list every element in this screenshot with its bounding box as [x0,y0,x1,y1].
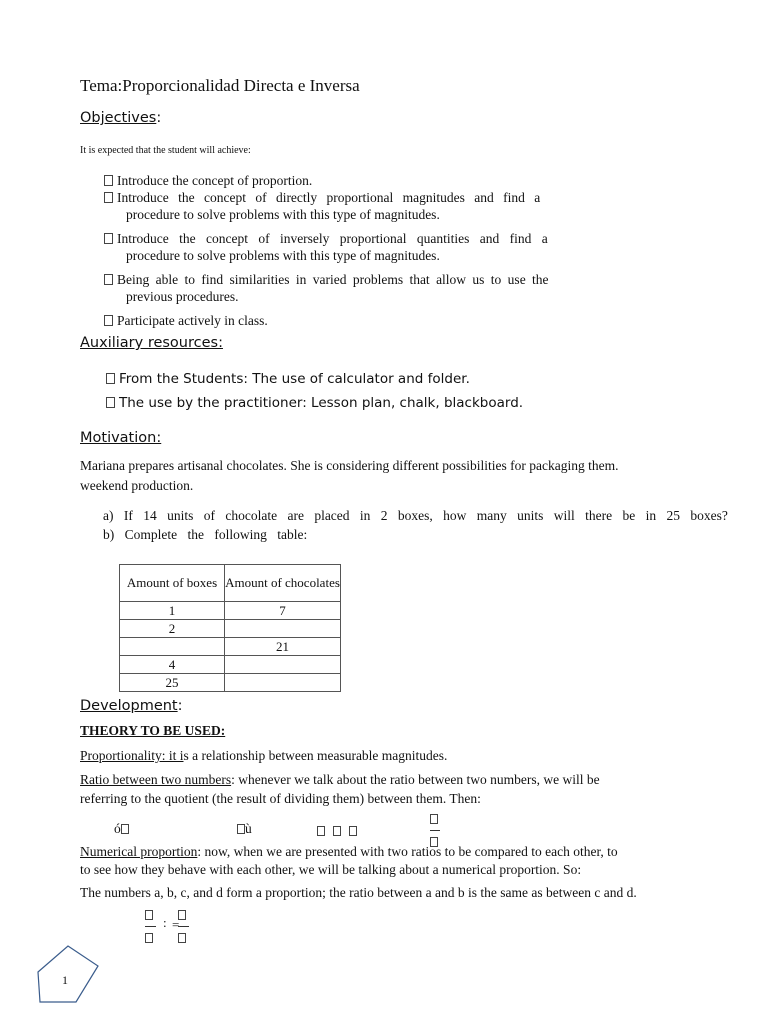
boxes-chocolates-table [119,564,341,692]
table-row: 4 [120,656,341,674]
page-number: 1 [62,973,68,987]
missing-glyph-icon [145,933,153,943]
missing-glyph-icon [333,826,341,836]
objective-item-1: Introduce the concept of proportion. [104,172,624,189]
formula-placeholder-group [317,822,357,840]
theory-heading: THEORY TO BE USED: [80,723,226,738]
missing-glyph-icon [349,826,357,836]
numerical-proportion-line-2: to see how they behave with each other, we will be talking about a numerical proportion. So: [80,862,582,877]
motivation-line-1: Mariana prepares artisanal chocolates. She is considering different possibilities for packaging them. [80,458,619,473]
question-a: a) If 14 units of chocolate are placed in 2 boxes, how many units will there be in 25 boxes? [103,508,728,523]
table-row: 2 [120,620,341,638]
table-row: 1 7 [120,602,341,620]
formula-placeholder: ó [114,819,129,838]
auxiliary-item-2: The use by the practitioner: Lesson plan, chalk, blackboard. [106,395,523,411]
fraction-c-d [178,906,190,947]
objective-item-4: Being able to find similarities in varied problems that allow us to use the previous procedures. [104,271,624,305]
numbers-proportion-line: The numbers a, b, c, and d form a proportion; the ratio between a and b is the same as between c and d. [80,885,637,900]
missing-glyph-icon [178,910,186,920]
bullet-box-icon [104,315,113,326]
proportion-equals: = [172,917,180,932]
development-heading: Development: [80,698,183,714]
missing-glyph-icon [317,826,325,836]
table-row: 21 [120,638,341,656]
missing-glyph-icon [237,824,245,834]
bullet-box-icon [104,274,113,285]
table-row: 25 [120,674,341,692]
objectives-heading: Objectives: [80,110,162,126]
ratio-definition-line-2: referring to the quotient (the result of dividing them) between them. Then: [80,791,481,806]
bullet-box-icon [104,175,113,186]
motivation-heading: Motivation: [80,430,162,446]
page-title: Tema:Proporcionalidad Directa e Inversa [80,76,360,95]
objective-item-5: Participate actively in class. [104,312,624,329]
objective-item-3: Introduce the concept of inversely proportional quantities and find a procedure to solve problems with this type of magnitudes. [104,230,624,264]
bullet-box-icon [106,397,115,408]
table-header-boxes: Amount of boxes [120,565,225,602]
motivation-line-2: weekend production. [80,478,194,493]
missing-glyph-icon [121,824,129,834]
missing-glyph-icon [178,933,186,943]
question-b: b) Complete the following table: [103,527,308,542]
missing-glyph-icon [430,814,438,824]
proportionality-definition: Proportionality: it is a relationship between measurable magnitudes. [80,748,448,763]
proportion-colon: : [163,915,167,930]
bullet-box-icon [104,192,113,203]
fraction-a-b [145,906,157,947]
numerical-proportion-line-1: Numerical proportion: now, when we are presented with two ratios to be compared to each other, to [80,844,618,859]
objectives-intro: It is expected that the student will achieve: [80,145,251,156]
missing-glyph-icon [145,910,153,920]
ratio-definition-line-1: Ratio between two numbers: whenever we talk about the ratio between two numbers, we will be [80,772,600,787]
bullet-box-icon [106,373,115,384]
table-header-chocolates: Amount of chocolates [225,565,341,602]
objective-item-2: Introduce the concept of directly proportional magnitudes and find a procedure to solve problems with this type of magnitudes. [104,189,624,223]
auxiliary-heading: Auxiliary resources: [80,335,223,351]
auxiliary-item-1: From the Students: The use of calculator and folder. [106,371,470,387]
bullet-box-icon [104,233,113,244]
formula-placeholder: ù [237,819,252,838]
page-number-badge [36,944,100,1008]
